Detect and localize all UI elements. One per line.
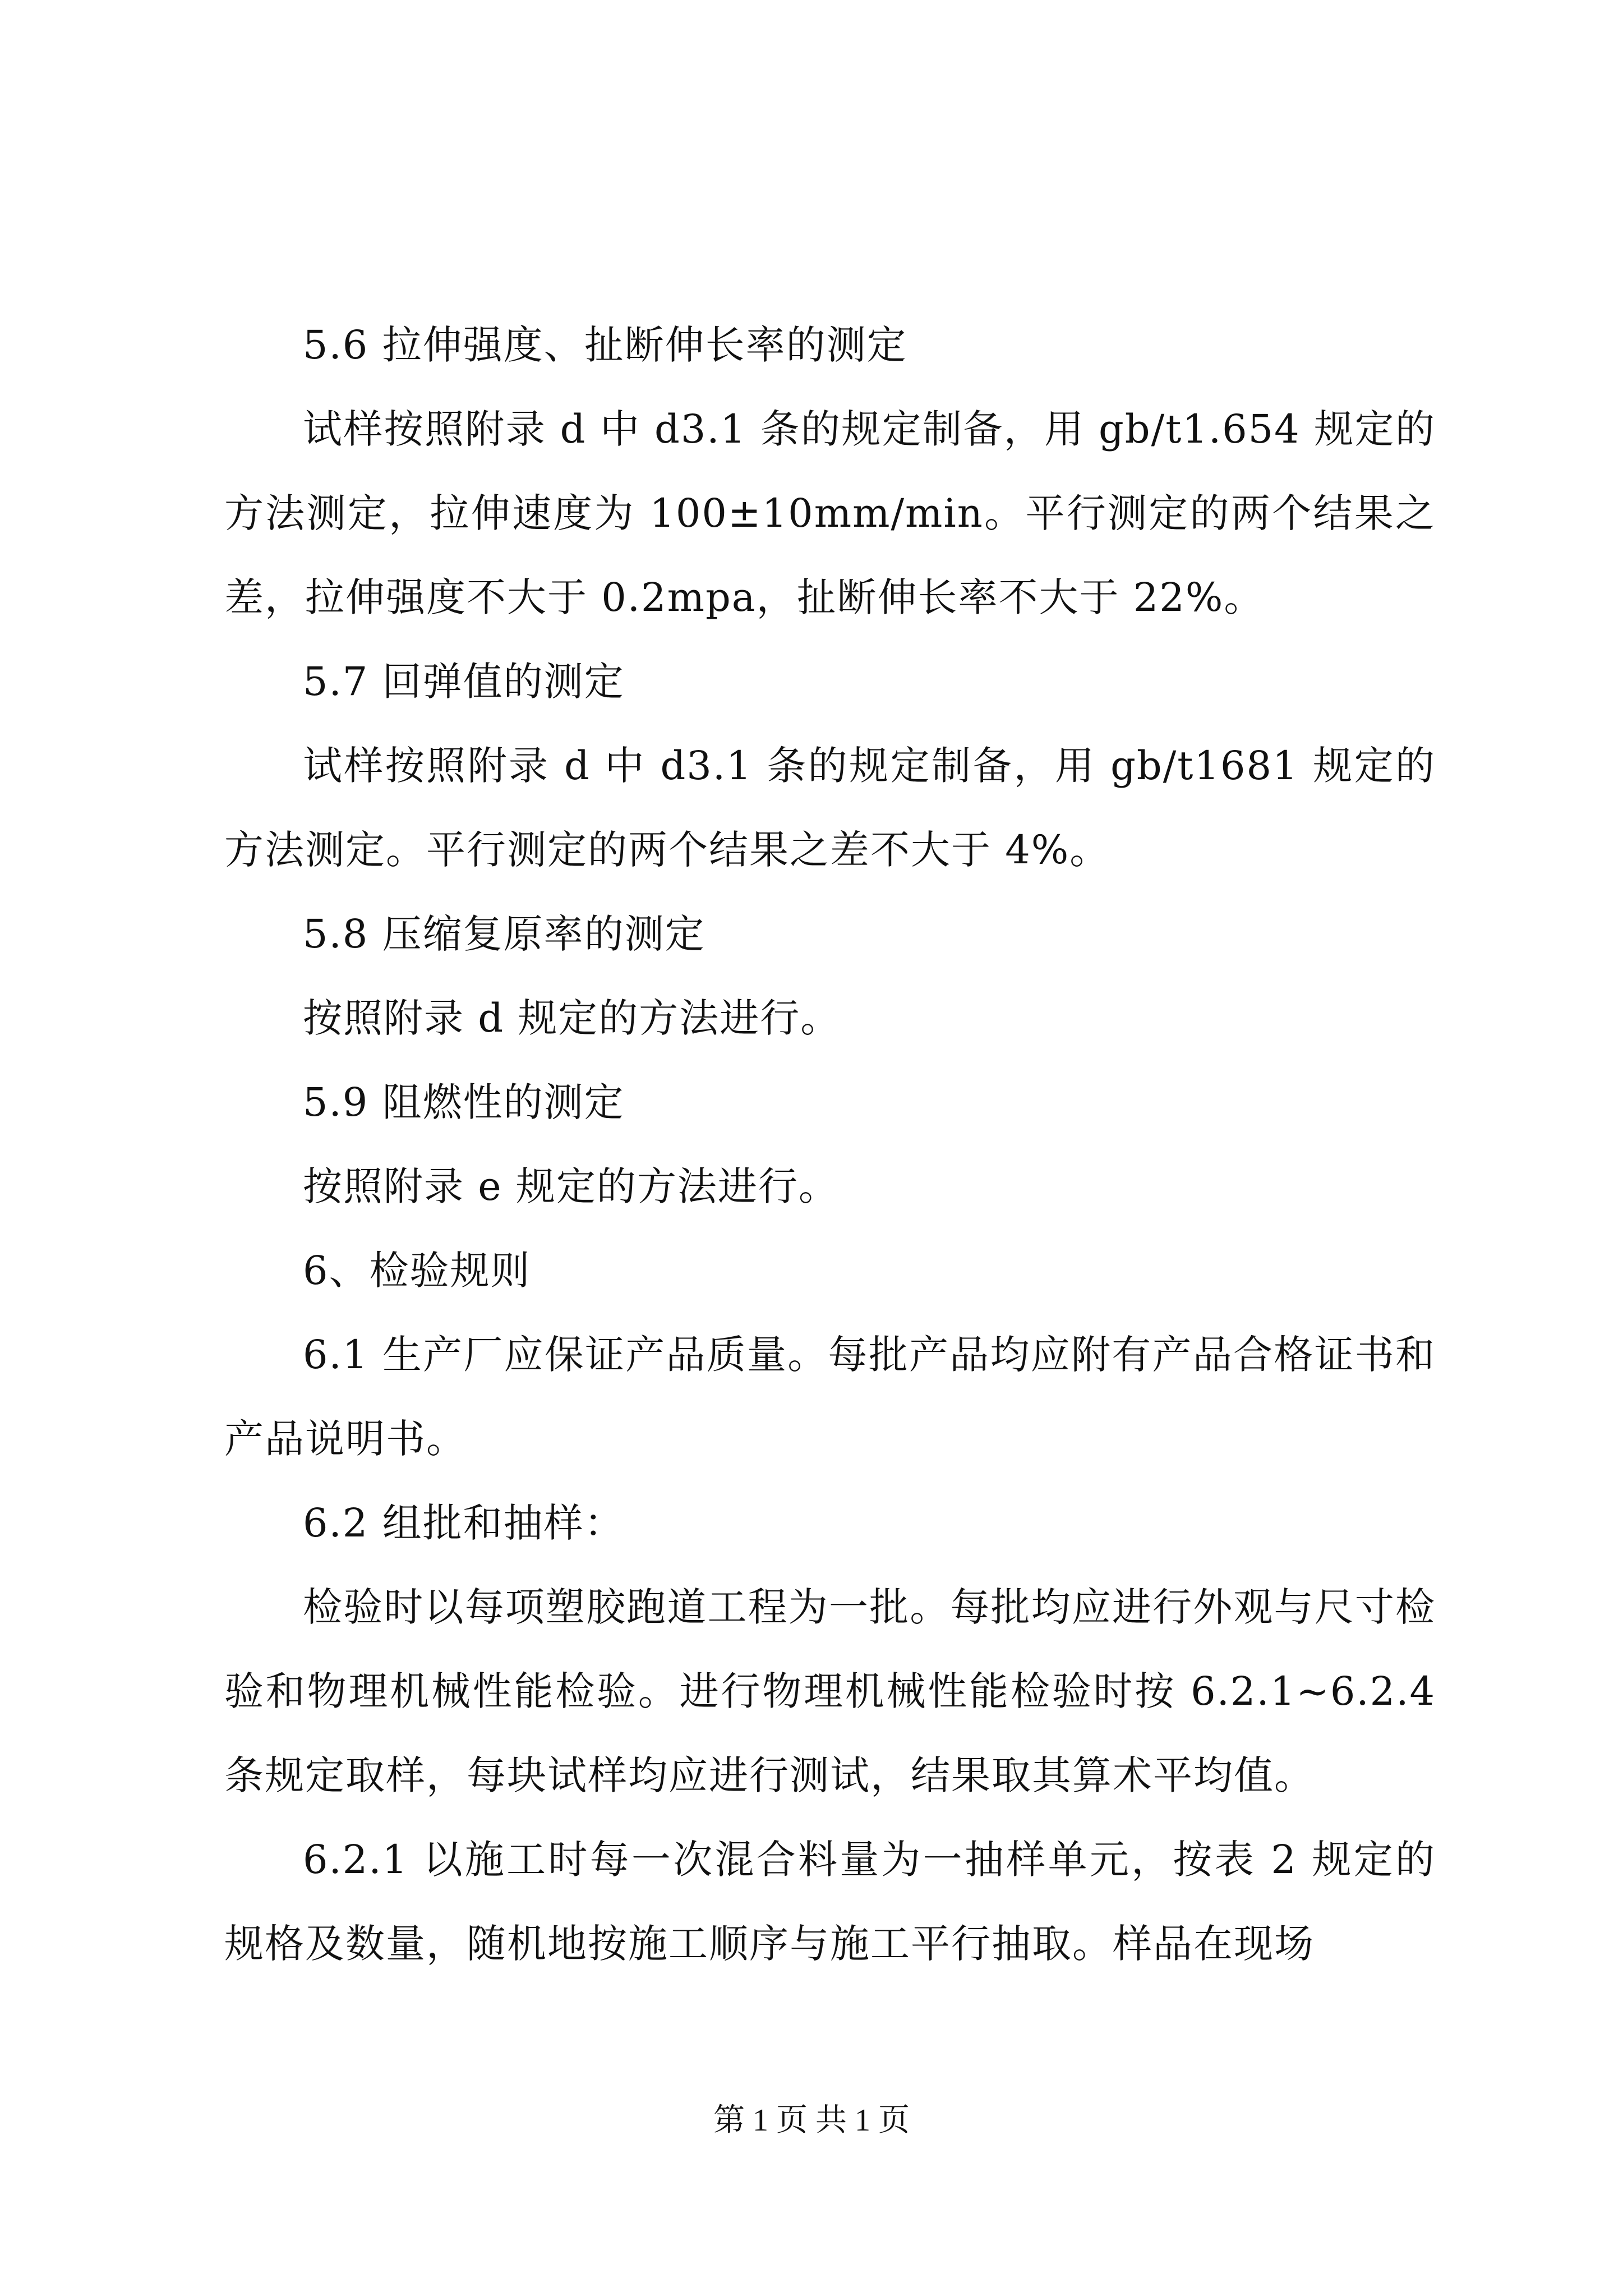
paragraph-6-2-body: 检验时以每项塑胶跑道工程为一批。每批均应进行外观与尺寸检验和物理机械性能检验。进行物理机械性能检验时按 6.2.1~6.2.4 条规定取样，每块试样均应进行测试，结果取其算术平均值。 bbox=[224, 1584, 1436, 1798]
section-heading-5-6: 5.6 拉伸强度、扯断伸长率的测定 bbox=[303, 322, 907, 368]
paragraph-5-6-body: 试样按照附录 d 中 d3.1 条的规定制备，用 gb/t1.654 规定的方法测定，拉伸速度为 100±10mm/min。平行测定的两个结果之差，拉伸强度不大于 0.2mpa，扯断伸长率不大于 22%。 bbox=[224, 406, 1436, 620]
paragraph-6-2-1: 6.2.1 以施工时每一次混合料量为一抽样单元，按表 2 规定的规格及数量，随机地按施工顺序与施工平行抽取。样品在现场 bbox=[224, 1837, 1436, 1967]
section-heading-5-8: 5.8 压缩复原率的测定 bbox=[303, 911, 706, 957]
section-heading-5-9: 5.9 阻燃性的测定 bbox=[303, 1079, 625, 1125]
paragraph-5-8-body: 按照附录 d 规定的方法进行。 bbox=[303, 995, 841, 1041]
section-heading-6: 6、检验规则 bbox=[303, 1248, 531, 1294]
section-heading-6-2: 6.2 组批和抽样： bbox=[303, 1500, 625, 1546]
section-heading-5-7: 5.7 回弹值的测定 bbox=[303, 659, 625, 705]
paragraph-5-7-body: 试样按照附录 d 中 d3.1 条的规定制备，用 gb/t1681 规定的方法测定。平行测定的两个结果之差不大于 4%。 bbox=[224, 743, 1436, 873]
paragraph-5-9-body: 按照附录 e 规定的方法进行。 bbox=[303, 1163, 839, 1209]
page-footer: 第 1 页 共 1 页 bbox=[713, 2103, 910, 2138]
document-body bbox=[224, 303, 1436, 1986]
paragraph-6-1: 6.1 生产厂应保证产品质量。每批产品均应附有产品合格证书和产品说明书。 bbox=[224, 1332, 1436, 1462]
